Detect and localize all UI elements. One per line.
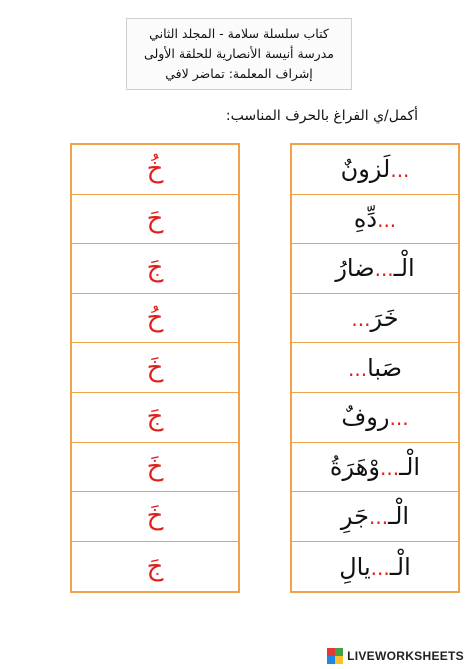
letter-option[interactable]: خَ: [146, 451, 164, 482]
logo-square: [335, 648, 343, 656]
word-with-blank: الْـ...يالِ: [339, 552, 411, 581]
letter-cell[interactable]: [72, 542, 238, 592]
letter-cell[interactable]: [72, 343, 238, 393]
word-cell[interactable]: [292, 393, 458, 443]
instruction-text: أكمل/ي الفراغ بالحرف المناسب:: [225, 108, 418, 124]
liveworksheets-footer: [327, 647, 464, 665]
letter-option[interactable]: حَ: [146, 203, 164, 234]
letter-cell[interactable]: [72, 393, 238, 443]
blank-slot[interactable]: ...: [390, 158, 410, 183]
word-cell[interactable]: [292, 244, 458, 294]
blank-slot[interactable]: ...: [347, 356, 368, 381]
liveworksheets-logo-icon: [327, 648, 343, 664]
logo-square: [327, 648, 335, 656]
letter-cell[interactable]: [72, 492, 238, 542]
word-with-blank: صَبا...: [347, 353, 402, 382]
brand-name: LIVEWORKSHEETS: [347, 649, 464, 663]
word-cell[interactable]: [292, 542, 458, 592]
blank-slot[interactable]: ...: [389, 406, 409, 431]
book-title: كتاب سلسلة سلامة - المجلد الثاني: [149, 26, 329, 41]
word-cell[interactable]: [292, 492, 458, 542]
word-with-blank: ...لَزونٌ: [340, 155, 410, 184]
word-cell[interactable]: [292, 343, 458, 393]
letter-cell[interactable]: [72, 443, 238, 493]
blank-slot[interactable]: ...: [374, 257, 394, 282]
word-with-blank: الْـ...ضارُ: [335, 254, 415, 283]
logo-square: [335, 656, 343, 664]
letter-option[interactable]: خَ: [146, 501, 164, 532]
letter-cell[interactable]: [72, 195, 238, 245]
word-cell[interactable]: [292, 145, 458, 195]
teacher-name: إشراف المعلمة: تماضر لافي: [165, 66, 313, 81]
word-with-blank: ...روفٌ: [341, 403, 409, 432]
letter-option[interactable]: جَ: [146, 402, 164, 433]
letter-option[interactable]: جَ: [146, 253, 164, 284]
word-with-blank: الْـ...وْهَرَةُ: [329, 452, 421, 481]
word-with-blank: الْـ...جَرِ: [340, 502, 410, 531]
letter-option[interactable]: خَ: [146, 352, 164, 383]
words-column: [290, 143, 460, 593]
blank-slot[interactable]: ...: [377, 207, 397, 232]
blank-slot[interactable]: ...: [351, 307, 371, 332]
letter-cell[interactable]: [72, 294, 238, 344]
letter-option[interactable]: جَ: [146, 551, 164, 582]
letter-option[interactable]: خُ: [146, 154, 164, 185]
letter-cell[interactable]: [72, 244, 238, 294]
word-cell[interactable]: [292, 195, 458, 245]
title-box: [126, 18, 352, 90]
blank-slot[interactable]: ...: [370, 555, 390, 580]
school-name: مدرسة أنيسة الأنصارية للحلقة الأولى: [144, 46, 334, 61]
word-with-blank: ...دِّهِ: [353, 204, 397, 233]
blank-slot[interactable]: ...: [379, 455, 400, 480]
letters-column: [70, 143, 240, 593]
word-cell[interactable]: [292, 443, 458, 493]
letter-cell[interactable]: [72, 145, 238, 195]
blank-slot[interactable]: ...: [368, 505, 389, 530]
letter-option[interactable]: حُ: [146, 303, 164, 334]
logo-square: [327, 656, 335, 664]
word-with-blank: خَرَ...: [351, 304, 399, 333]
word-cell[interactable]: [292, 294, 458, 344]
